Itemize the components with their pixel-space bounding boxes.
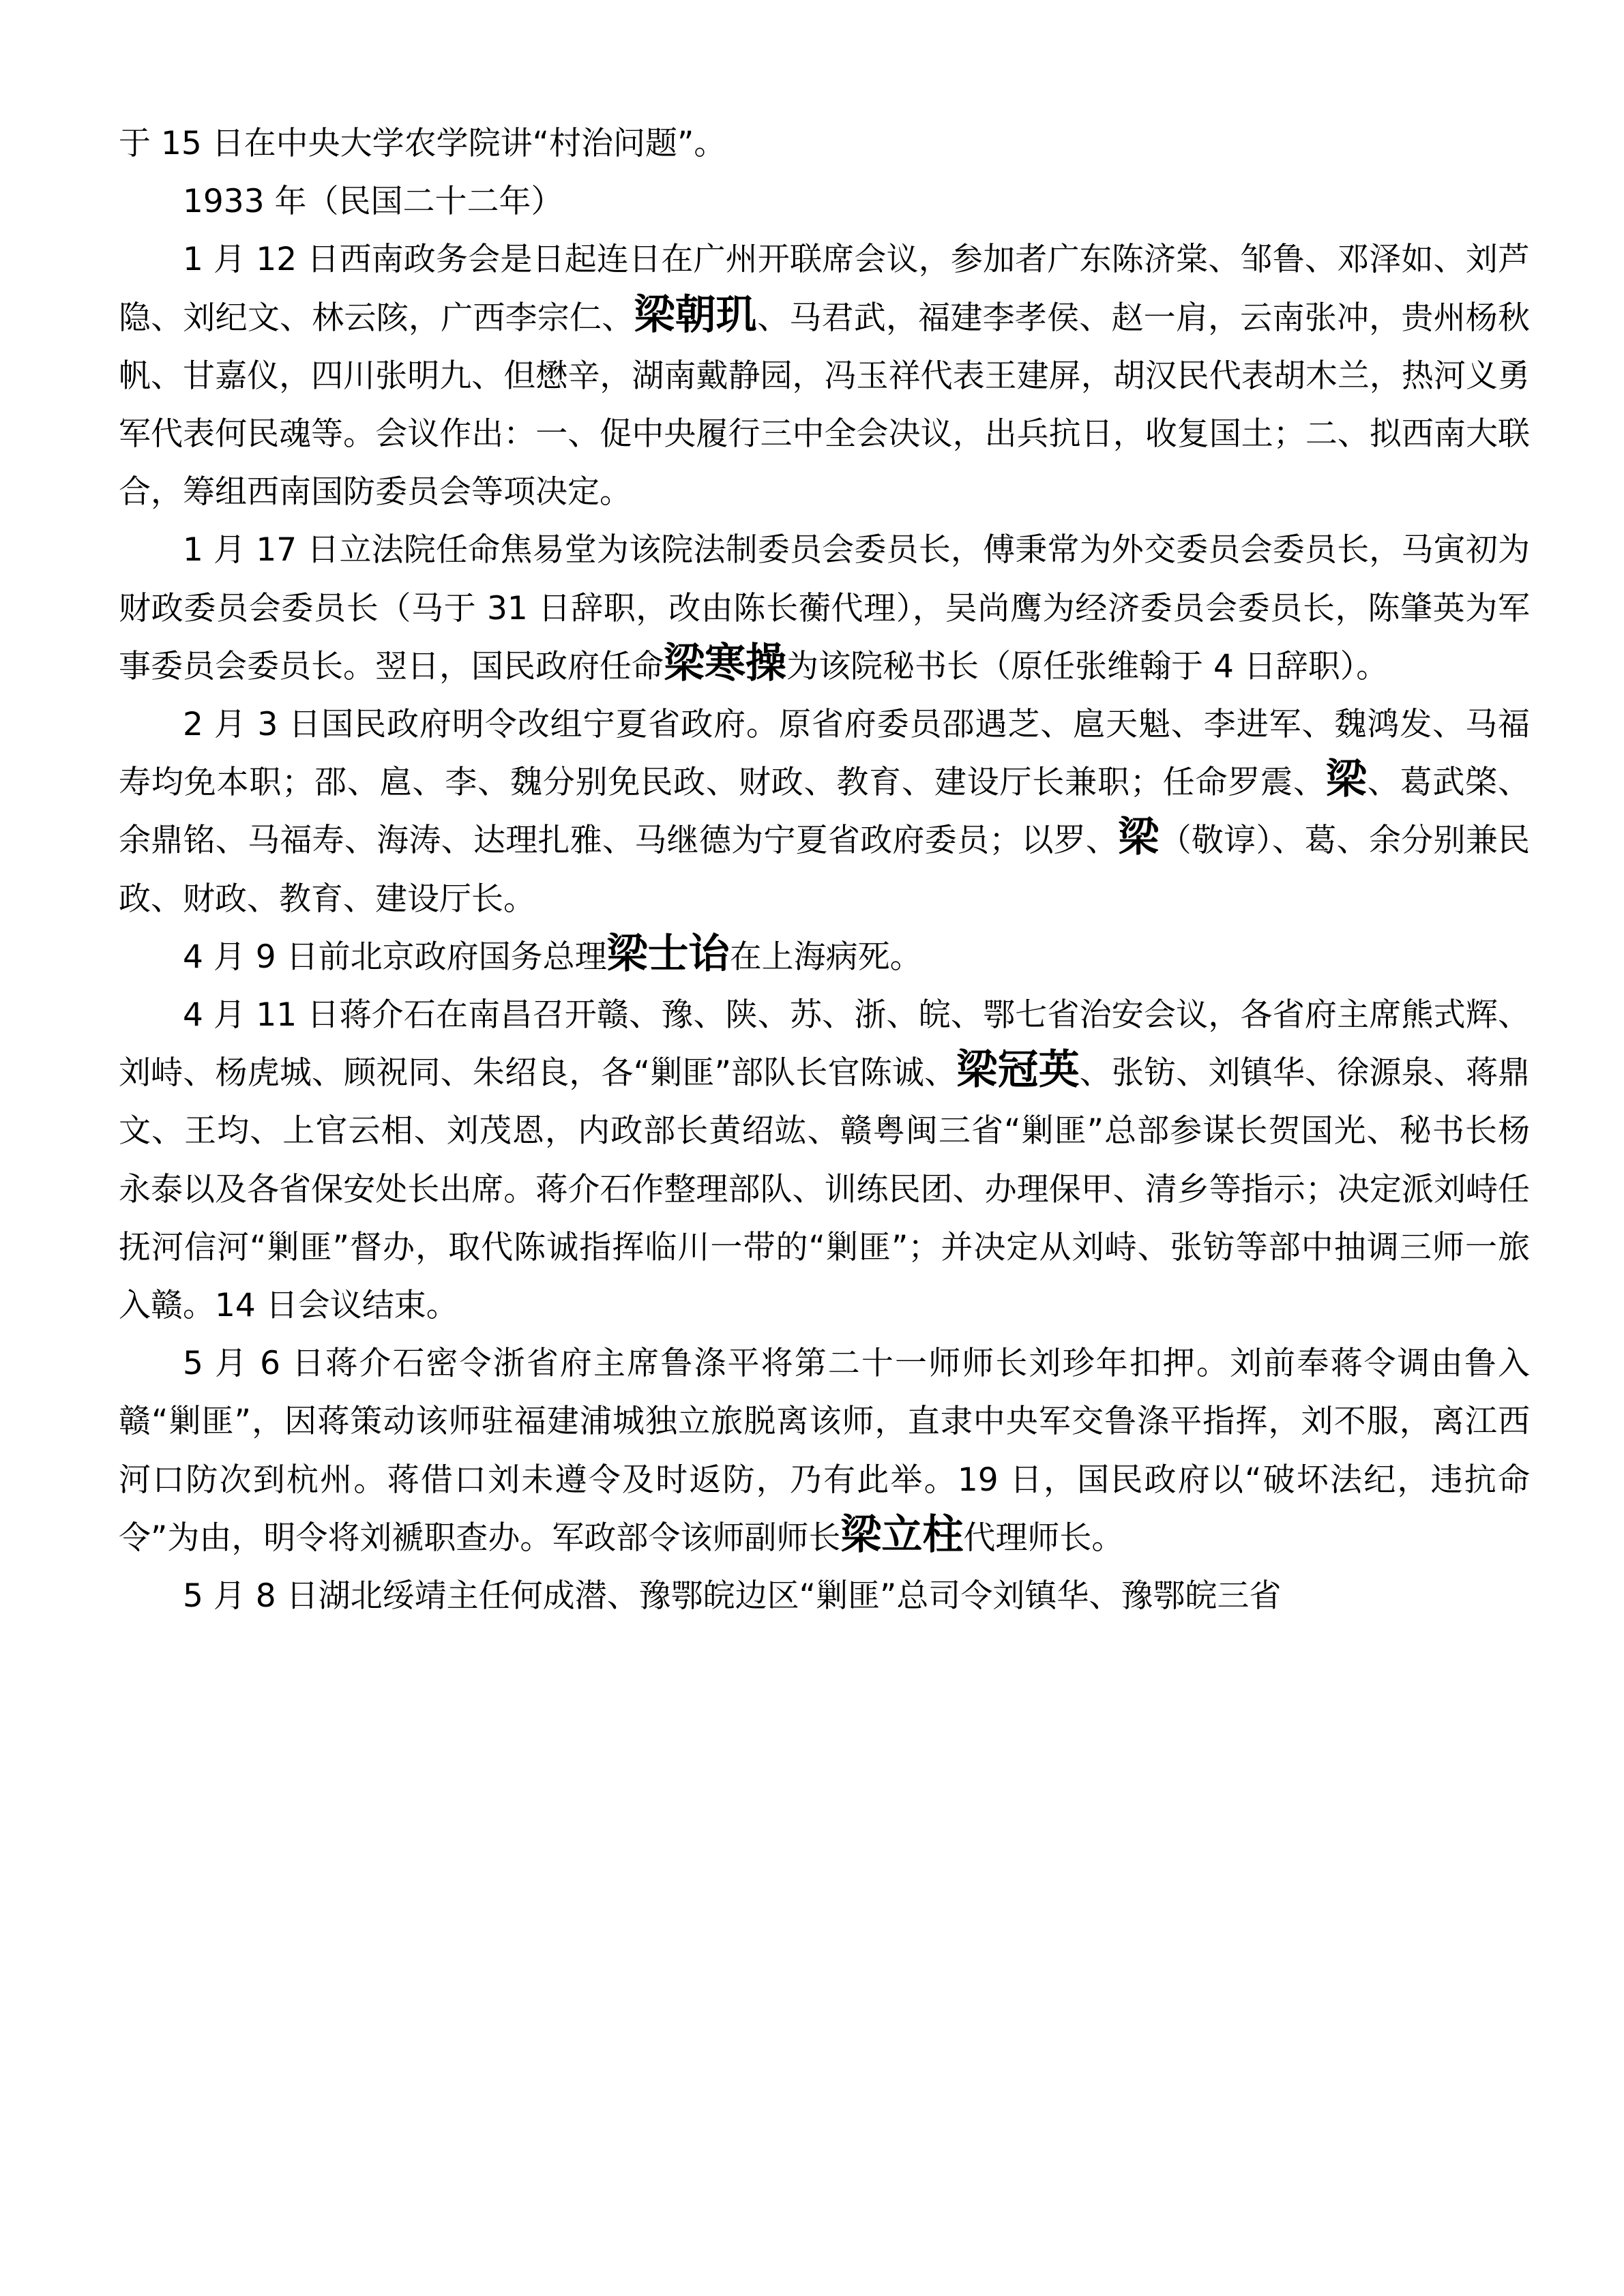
paragraph-text: 1 月 12 日西南政务会是日起连日在广州开联席会议，参加者广东陈济棠、邹鲁、邓泽如、刘芦隐、刘纪文、林云陔，广西李宗仁、 <box>119 241 1530 337</box>
highlighted-name: 梁立柱 <box>840 1510 964 1559</box>
highlighted-name: 梁冠英 <box>956 1046 1080 1094</box>
paragraph-text: 1933 年（民国二十二年） <box>183 183 563 221</box>
highlighted-name: 梁朝玑 <box>634 290 758 339</box>
paragraph-text: 4 月 11 日蒋介石在南昌召开赣、豫、陕、苏、浙、皖、鄂七省治安会议，各省府主席熊式辉、刘峙、杨虎城、顾祝同、朱绍良，各“剿匪”部队长官陈诚、 <box>119 996 1530 1092</box>
paragraph <box>119 1335 1530 1567</box>
highlighted-name: 梁 <box>1325 756 1368 804</box>
paragraph <box>119 1567 1530 1625</box>
paragraph <box>119 928 1530 986</box>
paragraph-text: 代理师长。 <box>963 1519 1124 1557</box>
highlighted-name: 梁 <box>1118 814 1160 862</box>
paragraph <box>119 173 1530 230</box>
paragraph <box>119 115 1530 173</box>
paragraph-text: 在上海病死。 <box>729 938 922 976</box>
paragraph-text: （敬谆）、葛、余分别兼民政、财政、教育、建设厅长。 <box>119 822 1531 918</box>
paragraph <box>119 986 1530 1335</box>
paragraph-text: 5 月 8 日湖北绥靖主任何成潜、豫鄂皖边区“剿匪”总司令刘镇华、豫鄂皖三省 <box>183 1577 1282 1615</box>
paragraph-text: 1 月 17 日立法院任命焦易堂为该院法制委员会委员长，傅秉常为外交委员会委员长，马寅初为财政委员会委员长（马于 31 日辞职，改由陈长蘅代理），吴尚鹰为经济委员会委员长，陈肇英为军事委员会委员长。翌日，国民政府任命 <box>119 531 1530 685</box>
paragraph-text: 、张钫、刘镇华、徐源泉、蒋鼎文、王均、上官云相、刘茂恩，内政部长黄绍竑、赣粤闽三省“剿匪”总部参谋长贺国光、秘书长杨永泰以及各省保安处长出席。蒋介石作整理部队、训练民团、办理保甲、清乡等指示；决定派刘峙任抚河信河“剿匪”督办，取代陈诚指挥临川一带的“剿匪”；并决定从刘峙、张钫等部中抽调三师一旅入赣。14 日会议结束。 <box>119 1054 1531 1325</box>
paragraph <box>119 696 1530 928</box>
paragraph-text: 、马君武，福建李孝侯、赵一肩，云南张冲，贵州杨秋帆、甘嘉仪，四川张明九、但懋辛，湖南戴静园，冯玉祥代表王建屏，胡汉民代表胡木兰，热河义勇军代表何民魂等。会议作出：一、促中央履行三中全会决议，出兵抗日，收复国土；二、拟西南大联合，筹组西南国防委员会等项决定。 <box>119 299 1531 511</box>
paragraph-text: 4 月 9 日前北京政府国务总理 <box>183 938 607 976</box>
document-body <box>119 115 1530 1625</box>
paragraph-text: 2 月 3 日国民政府明令改组宁夏省政府。原省府委员邵遇芝、扈天魁、李进军、魏鸿发、马福寿均免本职；邵、扈、李、魏分别免民政、财政、教育、建设厅长兼职；任命罗震、 <box>119 706 1530 802</box>
paragraph-text: 5 月 6 日蒋介石密令浙省府主席鲁涤平将第二十一师师长刘珍年扣押。刘前奉蒋令调由鲁入赣“剿匪”，因蒋策动该师驻福建浦城独立旅脱离该师，直隶中央军交鲁涤平指挥，刘不服，离江西河口防次到杭州。蒋借口刘未遵令及时返防，乃有此举。19 日，国民政府以“破坏法纪，违抗命令”为由，明令将刘褫职查办。军政部令该师副师长 <box>119 1345 1530 1557</box>
paragraph-text: 于 15 日在中央大学农学院讲“村治问题”。 <box>119 125 726 162</box>
highlighted-name: 梁士诒 <box>606 929 730 978</box>
paragraph <box>119 230 1530 521</box>
paragraph <box>119 521 1530 696</box>
paragraph-text: 、葛武棨、余鼎铭、马福寿、海涛、达理扎雅、马继德为宁夏省政府委员；以罗、 <box>119 764 1531 860</box>
paragraph-text: 为该院秘书长（原任张维翰于 4 日辞职）。 <box>786 647 1389 685</box>
highlighted-name: 梁寒操 <box>664 639 786 687</box>
